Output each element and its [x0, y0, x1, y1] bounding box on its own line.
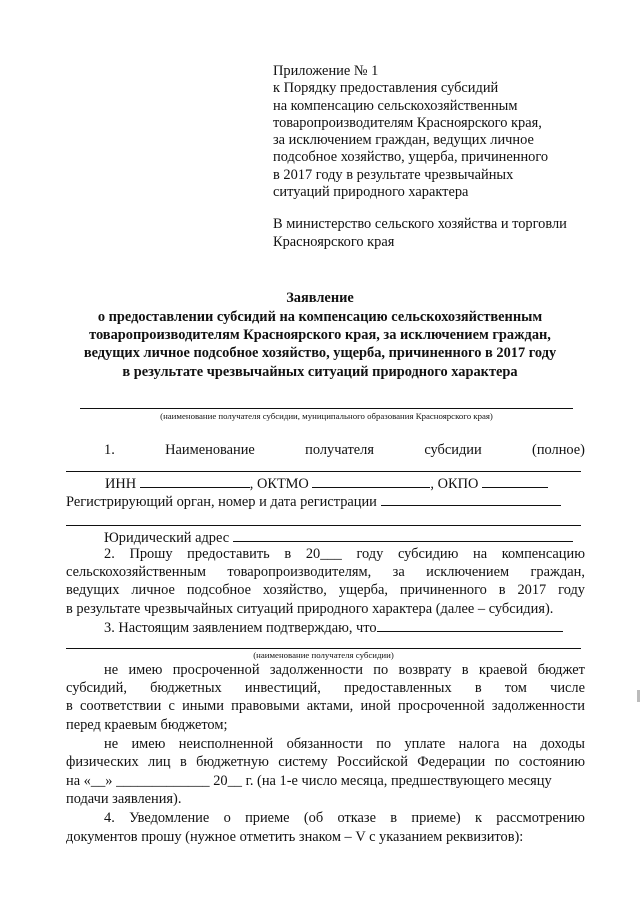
tax-word: неисполненной [178, 736, 274, 752]
item-2-word: 2. [104, 546, 115, 562]
item-2-word: сельскохозяйственным [66, 564, 206, 580]
subtitle-line: в результате чрезвычайных ситуаций природного характера [122, 363, 518, 380]
item-4-word: о [223, 810, 231, 826]
item-2-word: Прошу [129, 546, 173, 562]
item-2-word: году [356, 546, 384, 562]
item-2-word: компенсацию [501, 546, 585, 562]
debt-word: бюджет [537, 662, 585, 678]
item-4-word: приеме [245, 810, 290, 826]
item-4-word: Уведомление [129, 810, 210, 826]
debt-word: в [474, 680, 482, 696]
oktmo-field[interactable] [312, 474, 430, 488]
item-2-word: подсобное [186, 582, 251, 598]
debt-word: инвестиций, [244, 680, 321, 696]
legal-address-line [104, 528, 573, 547]
item-1-line [104, 442, 585, 459]
item-3-field-continued[interactable] [66, 648, 581, 649]
item-1-word: (полное) [532, 442, 585, 458]
item-1-word: субсидии [424, 442, 482, 458]
debt-word: в [66, 698, 73, 714]
inn-label: ИНН [105, 476, 137, 492]
tax-word: по [376, 736, 392, 752]
debt-word: краевой [478, 662, 528, 678]
debt-word: иными [182, 698, 224, 714]
ids-line [105, 474, 548, 493]
item-2-word: хозяйство, [262, 582, 327, 598]
annex-block [273, 63, 548, 201]
okpo-label: , ОКПО [430, 476, 479, 492]
tax-word: на [512, 736, 527, 752]
tax-line-2 [66, 754, 585, 771]
debt-word: числе [550, 680, 585, 696]
item-2-word: в [284, 546, 292, 562]
item-4-word: в [390, 810, 398, 826]
debt-line-3 [66, 698, 585, 715]
item-2-word: 2017 [517, 582, 547, 598]
tax-word: Российской [337, 754, 408, 770]
item-2-word: субсидию [397, 546, 459, 562]
annex-line: на компенсацию сельскохозяйственным [273, 97, 518, 114]
legal-address-label: Юридический адрес [104, 530, 230, 546]
tax-line-3: на «__» _____________ 20__ г. (на 1-е число месяца, предшествующего месяцу [66, 773, 552, 789]
item-4-word: 4. [104, 810, 115, 826]
tax-line-1 [104, 736, 585, 753]
debt-word: с [168, 698, 175, 714]
tax-line-4: подачи заявления). [66, 791, 182, 807]
annex-line: за исключением граждан, ведущих личное [273, 132, 534, 149]
item-2-word: за [392, 564, 405, 580]
okpo-field[interactable] [482, 474, 548, 488]
tax-word: Федерации [417, 754, 486, 770]
item-2-word: году [558, 582, 585, 598]
annex-line: ситуаций природного характера [273, 184, 469, 201]
annex-line: подсобное хозяйство, ущерба, причиненного [273, 149, 549, 166]
addressee-line-1: В министерство сельского хозяйства и торговли [273, 216, 567, 232]
tax-word: физических [66, 754, 139, 770]
item-2-word: товаропроизводителям, [227, 564, 372, 580]
debt-word: задолженности [269, 662, 363, 678]
tax-word: не [104, 736, 119, 752]
item-2-line-3 [66, 582, 585, 599]
legal-address-field[interactable] [233, 528, 573, 542]
tax-word: обязанности [286, 736, 363, 752]
document-title: Заявление [286, 290, 354, 306]
debt-word: просроченной [397, 698, 485, 714]
item-2-word: ведущих [66, 582, 120, 598]
item-3-text: 3. Настоящим заявлением подтверждаю, что [104, 620, 377, 636]
debt-word: предоставленных [344, 680, 452, 696]
debt-word: возврату [398, 662, 452, 678]
item-2-word: причиненного [399, 582, 487, 598]
tax-word: по [494, 754, 510, 770]
recipient-name-field[interactable] [80, 408, 573, 409]
tax-word: уплате [404, 736, 446, 752]
debt-word: задолженности [491, 698, 585, 714]
item-2-word: на [473, 546, 488, 562]
item-1-word: Наименование [165, 442, 255, 458]
debt-word: не [104, 662, 119, 678]
item-3-field[interactable] [377, 618, 563, 632]
subtitle-line: о предоставлении субсидий на компенсацию сельскохозяйственным [97, 309, 543, 325]
item-4-word: к [474, 810, 482, 826]
item-4-line-1 [104, 810, 585, 827]
registration-label: Регистрирующий орган, номер и дата регистрации [66, 494, 377, 510]
addressee-line-2: Красноярского края [273, 233, 395, 250]
tax-word: лиц [148, 754, 171, 770]
debt-word: том [504, 680, 527, 696]
subtitle-line: товаропроизводителям Красноярского края, за исключением граждан, [89, 327, 551, 344]
item-4-word: рассмотрению [496, 810, 585, 826]
tax-word: в [179, 754, 187, 770]
debt-line-1 [104, 662, 585, 679]
item-3-caption: (наименование получателя субсидии) [253, 650, 394, 660]
document-subtitle [60, 308, 580, 381]
item-4-word: отказе [337, 810, 376, 826]
item-2-line-2 [66, 564, 585, 581]
debt-line-4: перед краевым бюджетом; [66, 717, 228, 733]
registration-line [66, 492, 561, 511]
debt-word: субсидий, [66, 680, 127, 696]
item-4-line-2: документов прошу (нужное отметить знаком – V с указанием реквизитов): [66, 829, 524, 845]
item-2-word: предоставить [187, 546, 270, 562]
tax-word: бюджетную [196, 754, 269, 770]
addressee-block [273, 216, 567, 251]
subtitle-line: ведущих личное подсобное хозяйство, ущерба, причиненного в 2017 году [83, 345, 557, 362]
item-2-word: ущерба, [338, 582, 388, 598]
item-1-word: получателя [305, 442, 374, 458]
oktmo-label: , ОКТМО [249, 476, 309, 492]
tax-word: доходы [540, 736, 585, 752]
annex-line: к Порядку предоставления субсидий [273, 80, 499, 97]
annex-line: в 2017 году в результате чрезвычайных [273, 166, 514, 183]
annex-line: товаропроизводителям Красноярского края, [273, 114, 542, 131]
item-2-word: личное [131, 582, 175, 598]
debt-word: бюджетных [150, 680, 222, 696]
inn-field[interactable] [140, 474, 250, 488]
debt-word: по [373, 662, 389, 678]
tax-word: состоянию [518, 754, 585, 770]
tax-word: имею [131, 736, 166, 752]
annex-line: Приложение № 1 [273, 63, 379, 79]
debt-word: просроченной [172, 662, 260, 678]
item-2-line-4: в результате чрезвычайных ситуаций природного характера (далее – субсидия). [66, 601, 554, 617]
debt-word: в [461, 662, 469, 678]
tax-word: систему [278, 754, 328, 770]
debt-word: правовыми [231, 698, 300, 714]
debt-line-2 [66, 680, 585, 697]
item-2-word: в [498, 582, 506, 598]
registration-field[interactable] [381, 492, 561, 506]
recipient-caption: (наименование получателя субсидии, муниципального образования Красноярского края) [160, 411, 493, 421]
item-1-word: 1. [104, 442, 115, 458]
debt-word: соответствии [79, 698, 162, 714]
item-2-year-field[interactable]: 20___ [305, 546, 342, 562]
item-3-line [104, 618, 563, 637]
item-2-word: граждан, [530, 564, 585, 580]
item-2-line-1 [104, 546, 585, 563]
tax-word: налога [458, 736, 500, 752]
debt-word: имею [128, 662, 163, 678]
registration-field-continued[interactable] [66, 525, 581, 526]
full-name-field[interactable] [66, 471, 581, 472]
item-4-word: (об [303, 810, 324, 826]
item-2-word: исключением [426, 564, 510, 580]
item-4-word: приеме) [411, 810, 461, 826]
debt-word: актами, [306, 698, 354, 714]
debt-word: иной [360, 698, 391, 714]
